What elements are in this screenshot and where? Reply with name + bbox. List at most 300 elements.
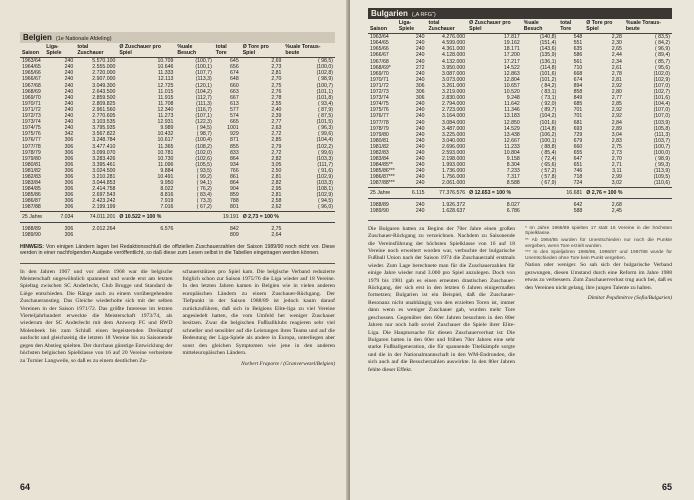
table-cell: 18.171 (503, 46, 520, 53)
right-page (350, 0, 694, 500)
paragraph: Die Bulgaren hatten zu Beginn der 70er Jahre einen großen Zuschauer-Rückgang zu verzeichnen. Nachdem zu Saisonende die Vereinsführung der höchsten Spielklasse von 16 auf 18 Vereine noch erweitert worden war, verbuchte der bulgarische Fußball Union nach der Saison 1974 die Zuschauerzahl erstmals wieder. Zum Lage berechnete man für die Zuschauerzahlen für einige Jahre wieder rund 3.000 pro Spiel anzulegen. Doch von 1979 bis 1981 gab es einen erneuten drastischen Zuschauer-Rückgang, der sich erst in den letzten 6 Jahren einigermaßen fortsetzen; Bulgarien ist ein Beispiel, daß die Zuschauer-Resonanz nicht unabhängig von den erzielten Toren ist, immer dann wenn es weniger Zuschauer gab, wurden mehr Tore geschossen. Gegenüber den 60er Jahren besuchten in den 80er Jahren nur noch halb soviel Zuschauer die Spiele ihrer Elite-Liga. Die Hauptursache für diesen Zuschauerverlust ist: Die Bulgaren hatten in den 60er und frühen 70er Jahren eine sehr starke Fußballgeneration, die für spannende Titelkämpfe sorgte und die in der Nationalmannschaft in den WM-Endrunden, die sich auch auf die Besucherzahlen auswirkte. In den 80er Jahren fehlte dieser Effekt. (368, 225, 515, 373)
table-cell: (135,9) (539, 52, 557, 59)
table-cell: 668 (573, 70, 583, 77)
table-row (20, 232, 335, 238)
table-cell: 8.588 (506, 180, 520, 187)
text-column-2 (183, 269, 336, 368)
table-cell: (101,6) (539, 119, 557, 126)
summary-row (368, 187, 672, 198)
table-cell: ( 72,4) (541, 156, 557, 163)
summary-cell: Ø 2,76 = 100 % (584, 187, 672, 198)
table-row (368, 208, 672, 214)
table-cell: ( 91,6) (318, 167, 333, 174)
table-cell: (105,8) (653, 125, 670, 132)
table-cell: 663 (230, 88, 239, 95)
summary-cell: Ø 2,73 = 100 % (241, 211, 335, 222)
table-cell: 2.593.000 (442, 149, 466, 156)
table-cell: 240 (415, 40, 425, 47)
table-cell: 548 (573, 34, 583, 41)
table-cell: 2,65 (611, 46, 622, 53)
table-cell: 240 (415, 143, 425, 150)
table-cell: 240 (415, 131, 425, 138)
table-cell: 2,72 (271, 149, 282, 156)
table-cell: 586 (573, 52, 583, 59)
section-header-bulgaria (368, 8, 672, 19)
table-cell: 1988/89 (22, 225, 41, 232)
table-cell: 2.012.264 (92, 225, 116, 232)
footnote: ** Ab 1984/85 wurden für Unentschieden nur noch die Punkte vergeben, wenn Tore erzielt wurden. (525, 238, 672, 249)
table-cell: 7.016 (160, 204, 174, 211)
table-cell: 240 (415, 174, 425, 181)
table-cell: 2,75 (611, 143, 622, 150)
table-cell: 1973/74 (22, 119, 41, 126)
table-cell: 1978/79 (370, 125, 389, 132)
table-cell: ( 83,4) (196, 192, 212, 199)
table-cell: 724 (573, 180, 583, 187)
table-cell: ( 65,6) (541, 162, 557, 169)
table-cell: 1975/76 (22, 131, 41, 138)
table-cell: 1966/67 (22, 76, 41, 83)
table-cell: 2,68 (611, 201, 622, 208)
table-cell: ( 84,2) (541, 82, 557, 89)
table-cell: (100,7) (316, 82, 333, 89)
table-cell: 2,82 (271, 180, 282, 187)
table-cell: 306 (64, 149, 74, 156)
table-cell: 240 (64, 94, 74, 101)
table-cell: (108,2) (195, 143, 212, 150)
column-header: total Tore (558, 20, 584, 34)
table-cell: 864 (230, 180, 239, 187)
table-cell: 710 (573, 64, 583, 71)
table-cell: 660 (230, 82, 239, 89)
table-cell: 1978/79 (22, 149, 41, 156)
table-header-row (368, 20, 672, 34)
table-cell: 648 (230, 76, 239, 83)
text-column-2 (525, 226, 672, 374)
table-cell: ( 93,5) (196, 167, 212, 174)
table-cell: 17.200 (503, 52, 520, 59)
table-cell: 1977/78 (22, 143, 41, 150)
table-cell: ( 99,6) (318, 131, 333, 138)
table-cell: 2,71 (611, 162, 622, 169)
table-cell: ( 99,6) (318, 149, 333, 156)
table-cell: 3.283.426 (92, 155, 116, 162)
table-cell: (100,0) (653, 149, 670, 156)
table-cell: 1965/66 (370, 46, 389, 53)
table-cell: 3.395.461 (92, 161, 116, 168)
table-cell: 2,69 (271, 58, 282, 65)
table-cell: ( 99,2) (196, 173, 212, 180)
table-cell: 1001 (227, 125, 239, 132)
table-cell: 1.993.000 (442, 162, 466, 169)
table-cell (522, 208, 559, 214)
table-cell: 1979/80 (22, 155, 41, 162)
column-header: Saison (368, 20, 397, 34)
table-cell: 2,58 (271, 198, 282, 205)
table-cell: 2,77 (611, 95, 622, 102)
table-row (20, 58, 335, 65)
table-cell: ( 57,2) (541, 168, 557, 175)
table-cell: (103,9) (653, 119, 670, 126)
table-cell: 674 (230, 70, 239, 77)
table-cell: 3.084.000 (442, 119, 466, 126)
table-cell: 2,28 (611, 34, 622, 41)
table-cell: 871 (230, 137, 239, 144)
table-cell: 904 (230, 186, 239, 193)
text-column-1 (20, 269, 173, 368)
table-cell: 1983/84 (370, 156, 389, 163)
table-cell: 861 (230, 173, 239, 180)
table-cell: 929 (230, 131, 239, 138)
table-body (20, 58, 335, 211)
table-cell: ( 73,1) (541, 95, 557, 102)
table-cell: 240 (64, 88, 74, 95)
table-cell: 13.438 (503, 131, 520, 138)
table-cell: 13.183 (503, 113, 520, 120)
table-cell: 1965/66 (22, 70, 41, 77)
table-cell: (102,7) (653, 89, 670, 96)
table-cell: (107,0) (653, 107, 670, 114)
column-header: %uale Toraus-beute (283, 44, 335, 58)
table-cell (175, 232, 213, 238)
table-cell: 240 (415, 162, 425, 169)
table-extra (368, 198, 672, 214)
table-cell: (136,1) (539, 58, 557, 65)
table-cell: 2,72 (271, 131, 282, 138)
table-cell: 1984/85 (22, 186, 41, 193)
table-cell: 2.809.825 (92, 100, 116, 107)
table-cell: 693 (573, 125, 583, 132)
table-cell: 1972/73 (22, 113, 41, 120)
table-cell: 3.487.000 (442, 125, 466, 132)
divider (20, 263, 335, 264)
divider (368, 220, 672, 221)
table-cell: 4.361.000 (442, 46, 466, 53)
table-cell: 1970/71 (370, 76, 389, 83)
table-cell: 2,75 (271, 225, 282, 232)
table-cell (75, 232, 117, 238)
table-cell: 306 (415, 82, 425, 89)
table-cell: 2,62 (271, 204, 282, 211)
table-cell: 681 (573, 119, 583, 126)
table-cell: (140,8) (539, 34, 557, 41)
table-cell: 17.217 (503, 58, 520, 65)
table-cell: 2.697.543 (92, 192, 116, 199)
table-cell: 11.273 (157, 113, 174, 120)
table-cell: 2,81 (271, 70, 282, 77)
table-cell: 4.128.000 (442, 52, 466, 59)
table-cell: 788 (230, 198, 239, 205)
table-cell: 306 (64, 225, 74, 232)
table-cell: ( 88,8) (541, 143, 557, 150)
table-cell: 11.333 (157, 70, 174, 77)
table-cell: 2,92 (611, 113, 622, 120)
table-cell: 12.850 (503, 119, 520, 126)
table-cell: 3.044.853 (92, 180, 116, 187)
table-cell: (101,8) (316, 94, 333, 101)
table-cell: 240 (415, 207, 425, 214)
table-cell: 729 (573, 131, 583, 138)
table-cell: ( 89,4) (655, 52, 670, 59)
table-cell: 2,80 (611, 89, 622, 96)
column-header: total Zuschauer (426, 20, 467, 34)
summary-cell: 7.034 (44, 211, 75, 222)
table-cell: 613 (230, 100, 239, 107)
table-cell: 7.919 (160, 198, 174, 205)
table-cell: (112,7) (195, 94, 212, 101)
table-cell: 2,95 (271, 186, 282, 193)
table-cell: 1984/85** (370, 162, 393, 169)
table-cell: 11.365 (157, 143, 174, 150)
table-cell: 3.103.535 (92, 119, 116, 126)
table-cell: 3.248.784 (92, 137, 116, 144)
summary-cell: 6.115 (397, 187, 427, 198)
table-cell: 2.961.560 (92, 106, 116, 113)
table-cell: 12.113 (157, 76, 174, 83)
table-cell: 1986/87*** (370, 174, 395, 181)
table-cell: 306 (64, 180, 74, 187)
table-cell: 3.210.281 (92, 173, 116, 180)
table-cell: 8.816 (160, 192, 174, 199)
table-cell: ( 94,5) (318, 198, 333, 205)
table-cell: ( 96,0) (318, 204, 333, 211)
table-cell: 701 (573, 113, 583, 120)
table-cell: 1974/75 (370, 101, 389, 108)
table-cell: 1987/88*** (370, 180, 395, 187)
table-cell: 240 (64, 106, 74, 113)
table-cell: (103,7) (653, 137, 670, 144)
column-header: Ø Tore pro Spiel (584, 20, 624, 34)
table-cell: 11.346 (504, 107, 520, 114)
table-cell: 2,30 (611, 40, 622, 47)
table-cell: 11.642 (504, 101, 520, 108)
paragraph: Nation oder weniger. So sah sich der bulgarische Verband gezwungen, diesen Umstand durch eine Reform im Jahre 1988 etwas zu verbessern. Zum Zuschauerverlust trug auch bei, daß es den Vereinen nicht gelang, ihre jungen Talente zu halten. (525, 262, 672, 291)
table-cell: 1970/71 (22, 100, 41, 107)
table-cell: 2,44 (611, 52, 622, 59)
table-cell: (104,4) (653, 101, 670, 108)
table-cell: (108,1) (316, 186, 333, 193)
table-cell: 674 (573, 76, 583, 83)
table-cell: ( 67,9) (541, 180, 557, 187)
table-cell: 2,81 (271, 192, 282, 199)
table-cell: 9.950 (160, 180, 174, 187)
table-cell: 272 (415, 64, 425, 71)
table-cell: 2,55 (271, 100, 282, 107)
table-extra (20, 222, 335, 238)
table-cell: 3,02 (611, 180, 622, 187)
table-cell: 2,79 (271, 143, 282, 150)
table-cell: 3.164.000 (442, 113, 466, 120)
column-header: Liga-Spiele (44, 44, 75, 58)
table-cell: 306 (64, 192, 74, 199)
table-cell: 8.304 (506, 162, 520, 169)
table-cell: 2,85 (271, 137, 282, 144)
table-cell: ( 84,2) (655, 40, 670, 47)
table-cell: ( 87,5) (318, 113, 333, 120)
table-cell: 1.736.000 (442, 168, 466, 175)
table-cell: 240 (415, 168, 425, 175)
table-cell: 1987/88 (22, 204, 41, 211)
table-cell: 3.795.935 (92, 125, 116, 132)
table-cell: 342 (64, 131, 74, 138)
table-cell: 2,64 (271, 231, 282, 238)
table-cell: (101,6) (653, 95, 670, 102)
table-cell: 11.708 (157, 100, 174, 107)
table-cell: 645 (230, 58, 239, 65)
table-cell: 2.643.500 (92, 88, 116, 95)
table-body (368, 34, 672, 187)
column-header: total Zuschauer (75, 44, 117, 58)
note-text: Von einigen Ländern lagen bei Redaktionsschluß die offiziellen Zuschauerzahlen der Saison 1989/90 noch nicht vor. Diese werden in einer nachfolgenden Ausgabe veröffentlicht, so daß diese zum Lesen selbst in die Tabellen eingetragen werden können. (20, 243, 335, 257)
author-signature: Norbert Fraporte / (Granverwezel/Belgien) (241, 360, 335, 367)
table-cell: 4.276.000 (442, 34, 466, 41)
table-cell: 1.628.637 (442, 207, 466, 214)
summary-row (20, 211, 335, 222)
table-cell: 306 (64, 137, 74, 144)
table-cell: 2,61 (611, 64, 622, 71)
table-cell: 1963/64 (22, 58, 41, 65)
table-cell: (107,1) (195, 113, 212, 120)
section-subtitle: (1e Nationale Afdeling) (55, 36, 112, 42)
table-cell: 14.529 (503, 125, 520, 132)
footnotes (525, 226, 672, 262)
table-cell: (109,5) (653, 174, 670, 181)
table-cell: 3.049.300 (92, 82, 116, 89)
table-cell: ( 85,7) (655, 58, 670, 65)
table-cell: 2,81 (271, 173, 282, 180)
table-cell: 240 (415, 58, 425, 65)
table-row (368, 180, 672, 187)
table-cell: 306 (64, 155, 74, 162)
table-cell: 656 (230, 64, 239, 71)
table-cell: 240 (415, 70, 425, 77)
table-cell: 12.725 (157, 82, 174, 89)
table-cell (624, 198, 672, 208)
table-cell: 240 (64, 70, 74, 77)
table-cell: ( 89,7) (541, 107, 557, 114)
note-label: HINWEIS: (20, 243, 44, 250)
table-cell: 2,70 (611, 156, 622, 163)
table-cell: 1966/67 (370, 52, 389, 59)
table-cell: 1.926.372 (442, 201, 466, 208)
table-cell: 3.087.000 (442, 70, 466, 77)
table-cell: ( 96,3) (318, 125, 333, 132)
table-cell: 766 (230, 167, 239, 174)
table-cell: 574 (230, 113, 239, 120)
table-cell: (151,4) (539, 40, 557, 47)
table-cell: (114,8) (540, 125, 557, 132)
table-row (368, 198, 672, 208)
table-cell (283, 232, 335, 238)
table-cell: 306 (64, 186, 74, 193)
table-cell: (102,8) (316, 70, 333, 77)
table-cell: 1982/83 (22, 173, 41, 180)
table-cell: 10.781 (157, 149, 174, 156)
table-cell: 1981/82 (22, 167, 41, 174)
note-paragraph (20, 244, 335, 257)
table-cell: 2,39 (271, 113, 282, 120)
table-cell: (102,9) (653, 76, 670, 83)
table-cell: 12.340 (157, 106, 174, 113)
table-cell: ( 83,5) (655, 34, 670, 41)
table-cell: 1975/76 (370, 107, 389, 114)
table-cell: 2,82 (271, 155, 282, 162)
table-cell: 240 (415, 119, 425, 126)
table-cell: ( 98,9) (318, 76, 333, 83)
table-cell: 2.830.000 (442, 95, 466, 102)
table-cell: 1971/72 (22, 106, 41, 113)
table-cell: (100,1) (539, 137, 557, 144)
table-cell: ( 87,9) (318, 106, 333, 113)
summary-cell: 16.681 (558, 187, 584, 198)
table-cell: 306 (64, 198, 74, 205)
table-cell: 2.696.000 (442, 143, 466, 150)
table-cell: 19.162 (503, 40, 520, 47)
summary-cell: 77.376.576 (426, 187, 467, 198)
table-cell: 10.804 (503, 149, 520, 156)
table-cell: 1969/70 (370, 70, 389, 77)
table-cell: 3.261.000 (442, 82, 466, 89)
table-cell: 3.950.000 (442, 64, 466, 71)
table-cell: 11.233 (504, 143, 520, 150)
table-cell: (102,0) (653, 70, 670, 77)
table-cell: 306 (64, 161, 74, 168)
table-cell: (107,0) (653, 82, 670, 89)
table-cell: 240 (415, 113, 425, 120)
table-cell: 240 (415, 76, 425, 83)
table-cell: 17.817 (503, 34, 520, 41)
table-cell: 2.423.242 (92, 198, 116, 205)
table-cell: 6.786 (506, 207, 520, 214)
table-cell: ( 94,5) (196, 125, 212, 132)
table-cell: 1963/64 (370, 34, 389, 41)
table-cell: 306 (415, 89, 425, 96)
table-cell: 855 (230, 143, 239, 150)
table-cell: 1968/69 (22, 88, 41, 95)
table-cell: 10.730 (157, 155, 174, 162)
author-signature: Dimitar Popdimitrov (Sofia/Bulgarien) (587, 295, 672, 301)
table-cell: 2,78 (611, 70, 622, 77)
summary-cell: 25 Jahre (20, 211, 44, 222)
table-cell: 1985/86 (22, 192, 41, 199)
table-cell: 2,73 (611, 149, 622, 156)
table-cell: 8.027 (506, 201, 520, 208)
table-cell: 551 (573, 40, 583, 47)
table-cell: (103,3) (316, 155, 333, 162)
table-cell: 1972/73 (370, 89, 389, 96)
table-summary (20, 211, 335, 222)
table-header-row (20, 44, 335, 58)
table-cell: 2,89 (611, 125, 622, 132)
table-cell: 10.646 (157, 64, 174, 71)
table-cell: 2,34 (611, 58, 622, 65)
table-cell: 10.617 (157, 137, 174, 144)
table-cell: 1977/78 (370, 119, 389, 126)
table-cell: 1979/80 (370, 131, 389, 138)
table-cell: 718 (573, 174, 583, 181)
table-cell: 561 (573, 58, 583, 65)
table-cell: 12.667 (503, 137, 520, 144)
table-cell: ( 67,2) (196, 204, 212, 211)
table-cell: ( 98,5) (318, 58, 333, 65)
table-cell: ( 85,4) (541, 149, 557, 156)
table-cell: 3.219.000 (442, 89, 466, 96)
table-cell: 2,40 (271, 106, 282, 113)
table-cell: 679 (573, 137, 583, 144)
table-cell: 5.570.100 (92, 58, 116, 65)
table-cell: (113,3) (195, 76, 212, 83)
table-cell: 6.576 (160, 225, 174, 232)
